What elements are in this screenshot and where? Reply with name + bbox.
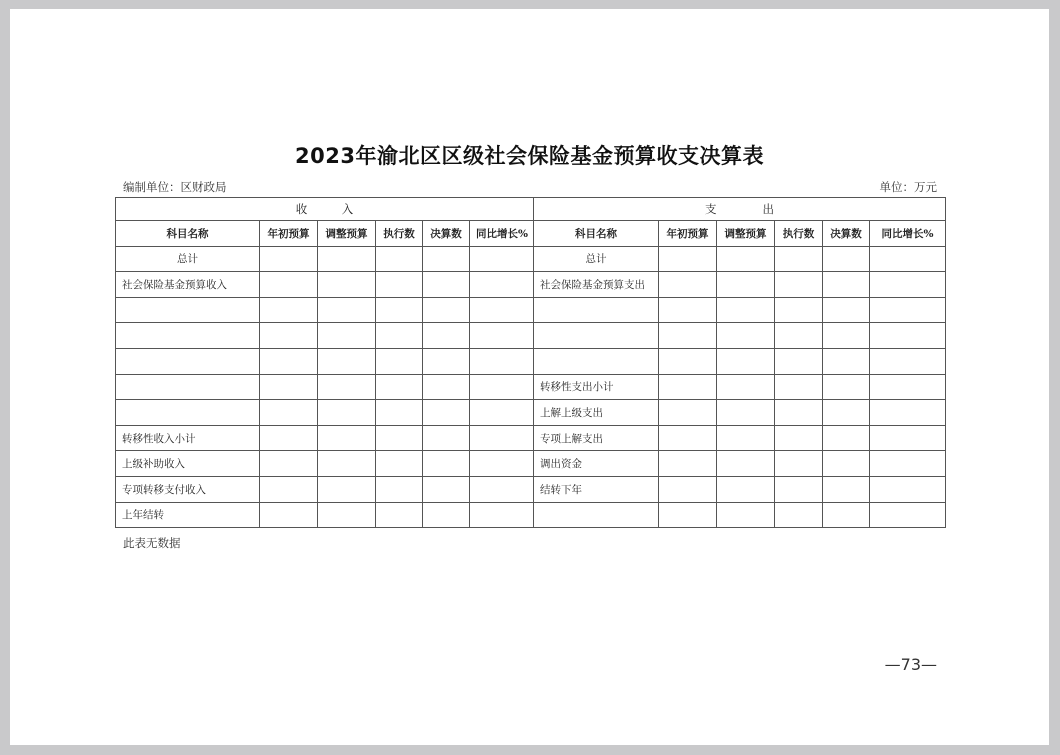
value-cell — [659, 502, 717, 528]
compiler-label: 编制单位：区财政局 — [123, 180, 227, 194]
value-cell — [659, 476, 717, 502]
value-cell — [870, 246, 946, 272]
page-title: 2023年渝北区区级社会保险基金预算收支决算表 — [295, 144, 764, 168]
value-cell — [870, 451, 946, 477]
subject-name-cell: 转移性支出小计 — [534, 374, 659, 400]
section-header-row — [116, 198, 946, 221]
column-header-row — [116, 221, 946, 247]
table-row — [116, 297, 946, 323]
subject-name-cell: 调出资金 — [534, 451, 659, 477]
column-header: 同比增长% — [870, 221, 946, 247]
value-cell — [659, 323, 717, 349]
value-cell — [318, 246, 376, 272]
value-cell — [717, 348, 775, 374]
value-cell — [423, 502, 470, 528]
value-cell — [659, 400, 717, 426]
value-cell — [823, 246, 870, 272]
value-cell — [423, 323, 470, 349]
value-cell — [260, 348, 318, 374]
subject-name-cell: 转移性收入小计 — [116, 425, 260, 451]
subject-name-cell: 上级补助收入 — [116, 451, 260, 477]
income-section-header: 收 入 — [116, 198, 534, 221]
value-cell — [717, 297, 775, 323]
value-cell — [318, 451, 376, 477]
value-cell — [260, 502, 318, 528]
value-cell — [717, 476, 775, 502]
value-cell — [823, 297, 870, 323]
value-cell — [775, 246, 823, 272]
page-number: —73— — [884, 655, 937, 674]
value-cell — [376, 425, 423, 451]
value-cell — [823, 476, 870, 502]
value-cell — [870, 425, 946, 451]
value-cell — [870, 476, 946, 502]
subject-name-cell — [116, 400, 260, 426]
column-header: 决算数 — [823, 221, 870, 247]
column-header: 决算数 — [423, 221, 470, 247]
value-cell — [659, 425, 717, 451]
value-cell — [775, 297, 823, 323]
value-cell — [775, 451, 823, 477]
value-cell — [717, 425, 775, 451]
value-cell — [260, 425, 318, 451]
table-body — [116, 246, 946, 528]
value-cell — [318, 348, 376, 374]
subject-name-cell: 上年结转 — [116, 502, 260, 528]
document-page — [10, 9, 1049, 745]
value-cell — [260, 476, 318, 502]
value-cell — [423, 246, 470, 272]
value-cell — [318, 502, 376, 528]
column-header: 年初预算 — [260, 221, 318, 247]
column-header: 执行数 — [376, 221, 423, 247]
table-row — [116, 400, 946, 426]
value-cell — [870, 348, 946, 374]
value-cell — [376, 246, 423, 272]
table-row — [116, 348, 946, 374]
value-cell — [423, 272, 470, 298]
value-cell — [470, 323, 534, 349]
value-cell — [659, 451, 717, 477]
column-header: 同比增长% — [470, 221, 534, 247]
subject-name-cell — [116, 323, 260, 349]
value-cell — [823, 272, 870, 298]
value-cell — [659, 272, 717, 298]
value-cell — [823, 400, 870, 426]
value-cell — [775, 400, 823, 426]
value-cell — [470, 348, 534, 374]
value-cell — [318, 323, 376, 349]
value-cell — [717, 502, 775, 528]
subject-name-cell: 社会保险基金预算支出 — [534, 272, 659, 298]
value-cell — [470, 246, 534, 272]
value-cell — [717, 272, 775, 298]
value-cell — [775, 425, 823, 451]
subject-name-cell: 专项上解支出 — [534, 425, 659, 451]
budget-table — [115, 197, 946, 528]
value-cell — [717, 400, 775, 426]
value-cell — [376, 400, 423, 426]
column-header: 调整预算 — [717, 221, 775, 247]
value-cell — [470, 451, 534, 477]
value-cell — [775, 502, 823, 528]
value-cell — [717, 323, 775, 349]
value-cell — [318, 476, 376, 502]
table-row — [116, 374, 946, 400]
value-cell — [870, 323, 946, 349]
value-cell — [470, 374, 534, 400]
subject-name-cell: 上解上级支出 — [534, 400, 659, 426]
value-cell — [823, 451, 870, 477]
column-header: 执行数 — [775, 221, 823, 247]
value-cell — [870, 400, 946, 426]
value-cell — [823, 323, 870, 349]
value-cell — [659, 246, 717, 272]
value-cell — [870, 374, 946, 400]
value-cell — [870, 272, 946, 298]
subject-name-cell — [116, 348, 260, 374]
value-cell — [823, 502, 870, 528]
value-cell — [775, 374, 823, 400]
value-cell — [318, 272, 376, 298]
value-cell — [318, 374, 376, 400]
value-cell — [376, 502, 423, 528]
value-cell — [260, 451, 318, 477]
value-cell — [870, 297, 946, 323]
subject-name-cell — [116, 374, 260, 400]
value-cell — [376, 272, 423, 298]
value-cell — [470, 476, 534, 502]
subject-name-cell — [534, 502, 659, 528]
value-cell — [423, 297, 470, 323]
value-cell — [717, 246, 775, 272]
value-cell — [717, 451, 775, 477]
value-cell — [717, 374, 775, 400]
value-cell — [423, 374, 470, 400]
value-cell — [376, 476, 423, 502]
subject-name-cell — [116, 297, 260, 323]
value-cell — [423, 425, 470, 451]
expense-section-header: 支 出 — [534, 198, 946, 221]
value-cell — [870, 502, 946, 528]
subject-name-cell: 结转下年 — [534, 476, 659, 502]
value-cell — [775, 323, 823, 349]
table-row — [116, 425, 946, 451]
value-cell — [260, 323, 318, 349]
subject-name-cell — [534, 323, 659, 349]
value-cell — [659, 374, 717, 400]
value-cell — [775, 348, 823, 374]
table-row — [116, 502, 946, 528]
column-header: 科目名称 — [534, 221, 659, 247]
value-cell — [423, 451, 470, 477]
value-cell — [423, 476, 470, 502]
value-cell — [260, 297, 318, 323]
table-row — [116, 246, 946, 272]
value-cell — [823, 348, 870, 374]
value-cell — [318, 400, 376, 426]
subject-name-cell: 总计 — [116, 246, 260, 272]
value-cell — [823, 425, 870, 451]
table-row — [116, 476, 946, 502]
value-cell — [775, 476, 823, 502]
value-cell — [260, 272, 318, 298]
value-cell — [470, 400, 534, 426]
value-cell — [775, 272, 823, 298]
value-cell — [423, 400, 470, 426]
no-data-note: 此表无数据 — [123, 536, 181, 550]
value-cell — [376, 297, 423, 323]
value-cell — [470, 297, 534, 323]
value-cell — [376, 374, 423, 400]
table-row — [116, 323, 946, 349]
value-cell — [260, 374, 318, 400]
unit-label: 单位：万元 — [879, 180, 937, 194]
subject-name-cell: 总计 — [534, 246, 659, 272]
subject-name-cell — [534, 348, 659, 374]
value-cell — [376, 323, 423, 349]
column-header: 科目名称 — [116, 221, 260, 247]
value-cell — [260, 400, 318, 426]
table-row — [116, 451, 946, 477]
value-cell — [470, 272, 534, 298]
subject-name-cell: 专项转移支付收入 — [116, 476, 260, 502]
value-cell — [376, 348, 423, 374]
value-cell — [659, 297, 717, 323]
subject-name-cell: 社会保险基金预算收入 — [116, 272, 260, 298]
value-cell — [318, 297, 376, 323]
value-cell — [423, 348, 470, 374]
subject-name-cell — [534, 297, 659, 323]
value-cell — [470, 502, 534, 528]
column-header: 年初预算 — [659, 221, 717, 247]
value-cell — [470, 425, 534, 451]
table-row — [116, 272, 946, 298]
value-cell — [260, 246, 318, 272]
value-cell — [659, 348, 717, 374]
column-header: 调整预算 — [318, 221, 376, 247]
value-cell — [376, 451, 423, 477]
value-cell — [823, 374, 870, 400]
value-cell — [318, 425, 376, 451]
